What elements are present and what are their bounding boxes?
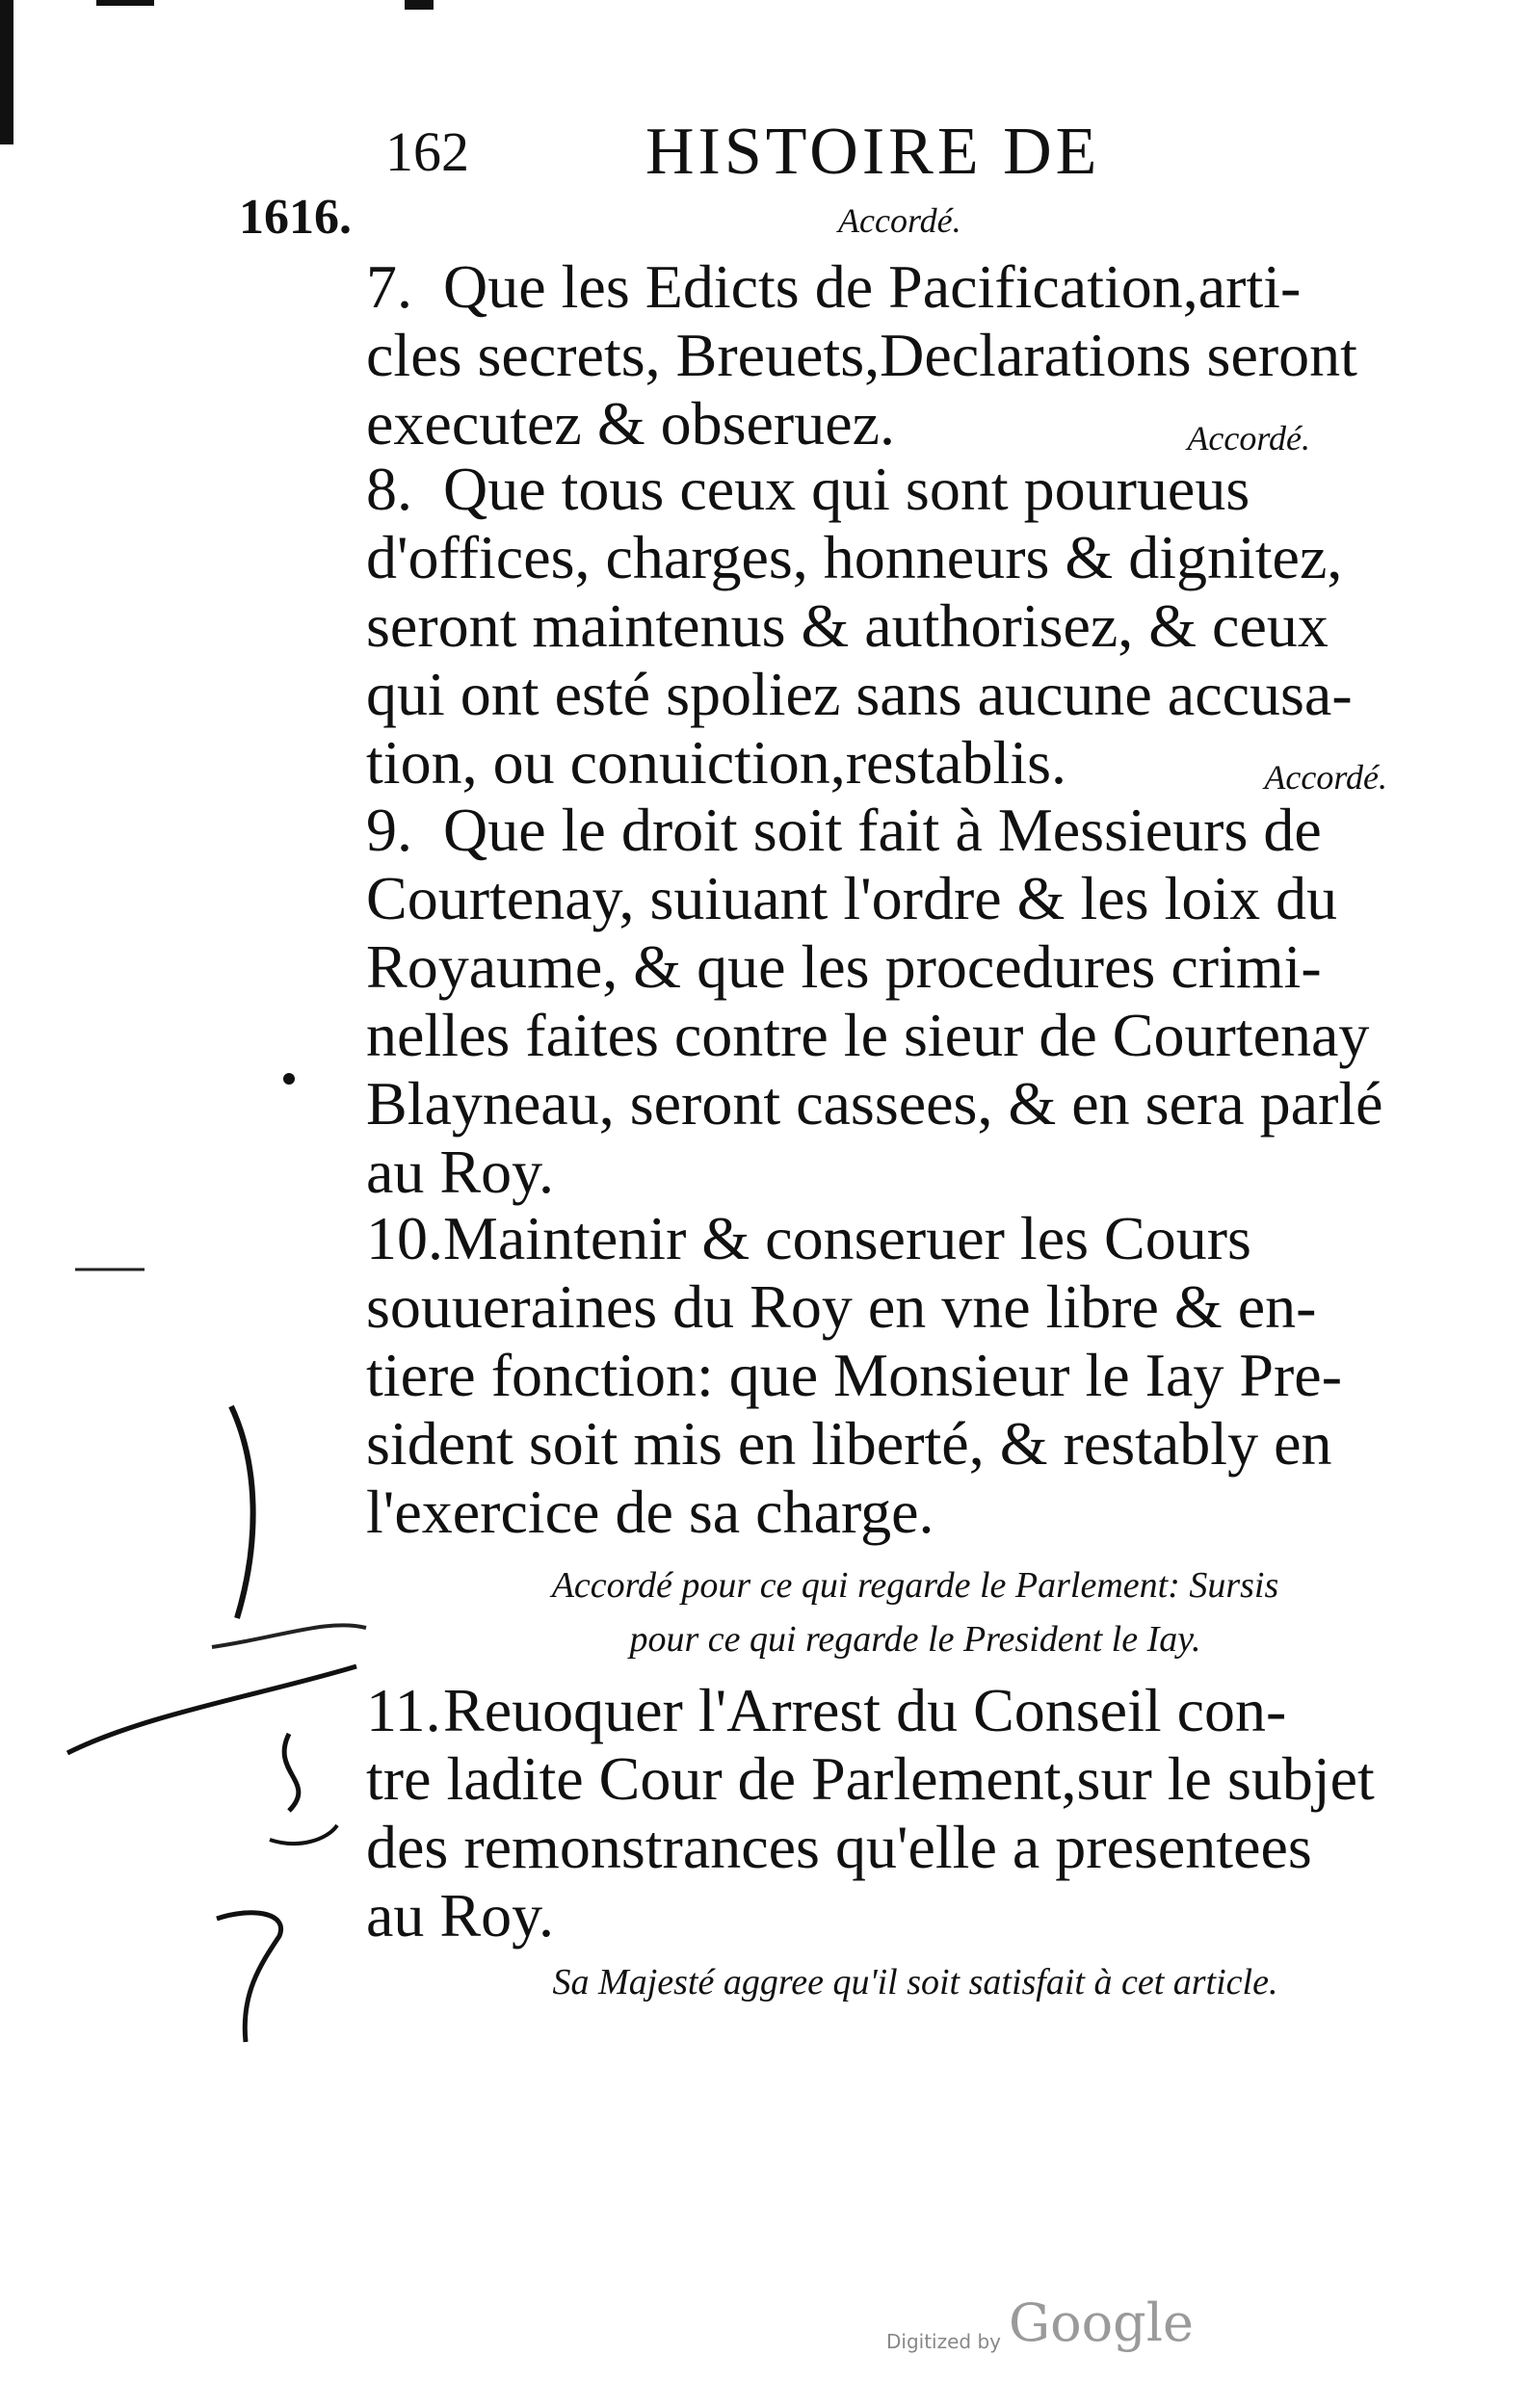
- article-line-text: Que tous ceux qui sont pourueus: [443, 455, 1250, 523]
- article-number: 10.: [366, 1204, 443, 1272]
- article-line: [366, 252, 1426, 321]
- scan-corner-mark: [405, 0, 434, 10]
- ink-stroke: [67, 1666, 356, 1753]
- ink-stroke: [270, 1825, 337, 1844]
- article-line-text: l'exercice de sa charge.: [366, 1478, 934, 1546]
- page-header: [385, 114, 1233, 191]
- article-line-text: souueraines du Roy en vne libre & en-: [366, 1272, 1317, 1341]
- article-number: 9.: [366, 796, 412, 864]
- article-line-text: Royaume, & que les procedures crimi-: [366, 932, 1322, 1001]
- ink-stroke: [217, 1913, 281, 2042]
- margin-year: 1616.: [239, 190, 352, 245]
- article-line: [366, 455, 1426, 523]
- page-number: 162: [385, 120, 469, 183]
- article-line-text: qui ont esté spoliez sans aucune accusa-: [366, 660, 1353, 728]
- verdict: Accordé.: [1264, 758, 1387, 797]
- ink-bracket: [231, 1406, 253, 1618]
- article-line-text: au Roy.: [366, 1138, 554, 1206]
- article-9: [366, 796, 1426, 1206]
- article-line-text: tre ladite Cour de Parlement,sur le subjet: [366, 1744, 1375, 1813]
- article-line-text: tion, ou conuiction,restablis.: [366, 728, 1066, 797]
- article-line-text: Reuoquer l'Arrest du Conseil con-: [443, 1676, 1287, 1744]
- google-logo: Google: [1009, 2292, 1194, 2353]
- article-line-text: Maintenir & conseruer les Cours: [443, 1204, 1251, 1272]
- article-line-text: Blayneau, seront cassees, & en sera parlé: [366, 1069, 1383, 1138]
- footer-watermark: [886, 2292, 1194, 2353]
- article-line-text: seront maintenus & authorisez, & ceux: [366, 591, 1329, 660]
- article-number: 11.: [366, 1676, 441, 1744]
- article-10: [366, 1204, 1426, 1546]
- verdict-10: [405, 1558, 1426, 1666]
- article-line-text: au Roy.: [366, 1881, 554, 1950]
- digitized-by-label: Digitized by: [886, 2330, 1001, 2353]
- article-line-text: Courtenay, suiuant l'ordre & les loix du: [366, 864, 1338, 932]
- verdict: Accordé.: [1187, 419, 1310, 458]
- article-7: [366, 252, 1426, 473]
- ink-stroke: [212, 1625, 366, 1647]
- margin-handwriting: [0, 1040, 405, 2061]
- ink-dot: [283, 1073, 295, 1085]
- running-title: HISTOIRE DE: [645, 115, 1101, 189]
- article-line-text: executez & obseruez.: [366, 389, 896, 458]
- verdict-top: Accordé.: [838, 201, 961, 240]
- ink-stroke: [284, 1734, 299, 1811]
- article-11: [366, 1676, 1426, 1950]
- article-line-text: cles secrets, Breuets,Declarations seront: [366, 321, 1357, 389]
- scan-edge-mark: [0, 0, 13, 144]
- article-line-text: sident soit mis en liberté, & restably en: [366, 1409, 1332, 1478]
- verdict-11: Sa Majesté aggree qu'il soit satisfait à cet article.: [552, 1962, 1278, 2002]
- article-8: [366, 455, 1426, 812]
- verdict-line: Accordé pour ce qui regarde le Parlement: Sursis: [551, 1565, 1279, 1606]
- article-line-text: tiere fonction: que Monsieur le Iay Pre-: [366, 1341, 1342, 1409]
- article-number: 7.: [366, 252, 412, 321]
- article-number: 8.: [366, 455, 412, 523]
- article-line: [366, 1204, 1426, 1272]
- article-line: [366, 1676, 1426, 1744]
- article-line-text: des remonstrances qu'elle a presentees: [366, 1813, 1312, 1881]
- verdict-line: pour ce qui regarde le President le Iay.: [629, 1619, 1201, 1660]
- article-line-text: d'offices, charges, honneurs & dignitez,: [366, 523, 1343, 591]
- article-line-text: nelles faites contre le sieur de Courtenay: [366, 1001, 1370, 1069]
- article-line-text: Que les Edicts de Pacification,arti-: [443, 252, 1302, 321]
- article-line-text: Que le droit soit fait à Messieurs de: [443, 796, 1322, 864]
- article-line: [366, 796, 1426, 864]
- scan-corner-mark: [96, 0, 154, 6]
